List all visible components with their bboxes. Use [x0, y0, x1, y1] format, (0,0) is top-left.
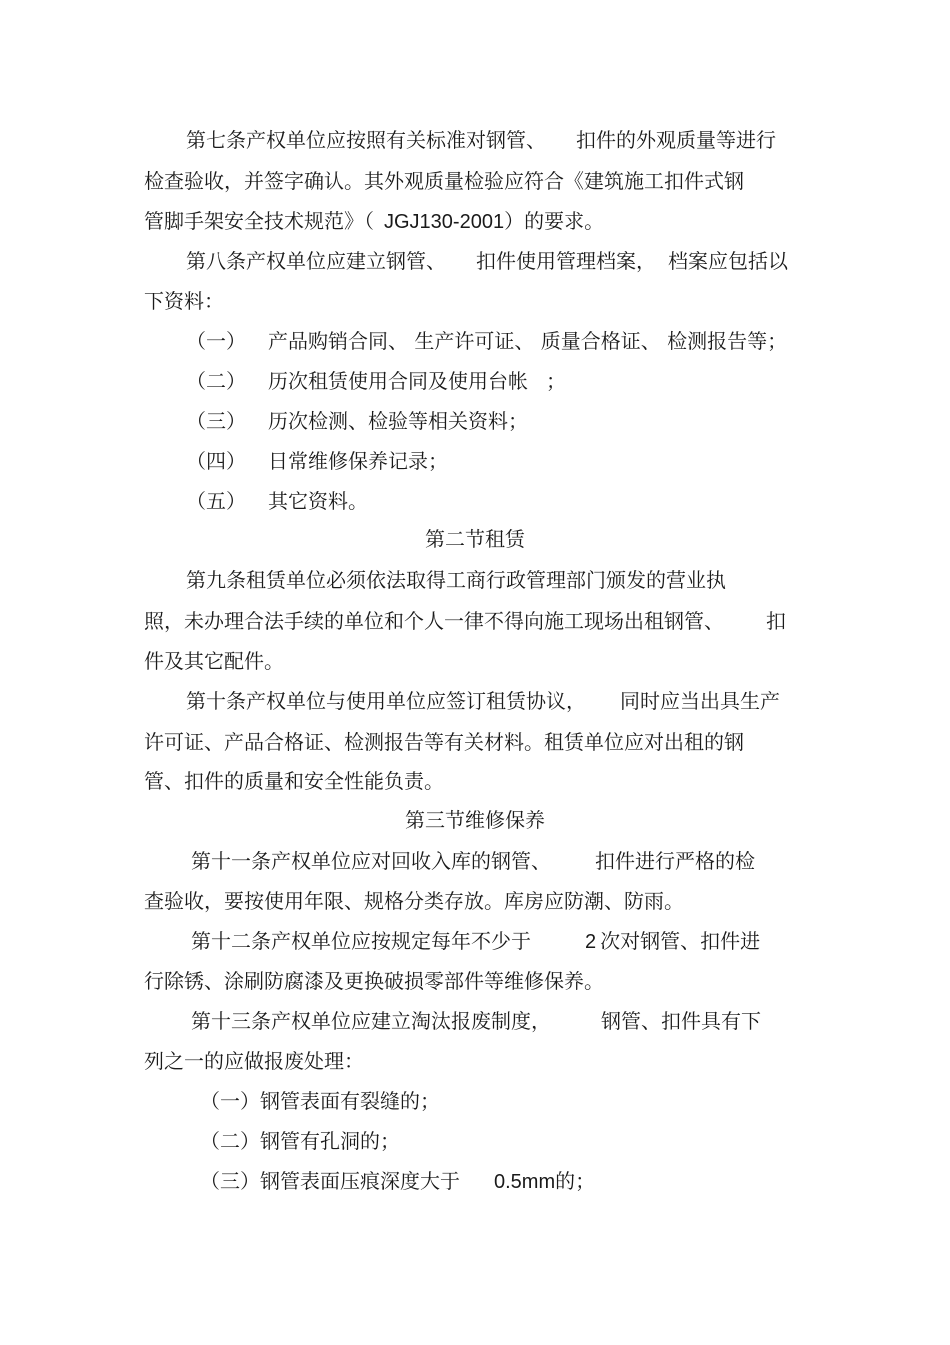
- article-10-line-2: [144, 729, 744, 755]
- article-13-line-2: [144, 1048, 364, 1074]
- article-9-text: 照，未办理合法手续的单位和个人一律不得向施工现场出租钢管、: [144, 609, 724, 633]
- article-7-text: 管脚手架安全技术规范》（: [144, 209, 374, 233]
- article-12-text: 行除锈、涂刷防腐漆及更换破损零部件等维修保养。: [144, 969, 604, 993]
- list-item: [186, 488, 368, 514]
- article-9-line-2: [144, 608, 786, 634]
- article-9-text: 第九条租赁单位必须依法取得工商行政管理部门颁发的营业执: [186, 568, 726, 592]
- article-11-text: 扣件进行严格的检: [595, 849, 755, 873]
- article-10-line-3: [144, 768, 444, 794]
- article-13-text: 第十三条产权单位应建立淘汰报废制度，: [191, 1009, 551, 1033]
- list-text: 历次检测、检验等相关资料；: [268, 409, 528, 433]
- article-10-text: 同时应当出具生产: [620, 689, 780, 713]
- article-13-line-1: [191, 1008, 761, 1034]
- article-7-text: ）的要求。: [504, 209, 605, 233]
- article-8-line-2: [144, 288, 224, 314]
- list-marker: （五）: [186, 489, 246, 513]
- article-8-text: 扣件使用管理档案，: [476, 249, 656, 273]
- article-8-line-1: [186, 248, 788, 274]
- list-item: [186, 328, 787, 354]
- article-7-line-1: [186, 127, 776, 153]
- article-13-text: 列之一的应做报废处理：: [144, 1049, 364, 1073]
- list-marker: （一）: [186, 329, 246, 353]
- section-heading: 第二节租赁: [425, 527, 525, 551]
- article-8-text: 第八条产权单位应建立钢管、: [186, 249, 446, 273]
- list-marker: （二）: [186, 369, 246, 393]
- article-11-line-1: [191, 848, 755, 874]
- article-8-text: 下资料：: [144, 289, 224, 313]
- list-item: [200, 1168, 595, 1195]
- article-12-text: 第十二条产权单位应按规定每年不少于: [191, 929, 531, 953]
- list-text: （二）钢管有孔洞的；: [200, 1129, 400, 1153]
- list-text-tail: 的；: [555, 1169, 596, 1193]
- list-text: 历次租赁使用合同及使用台帐: [268, 369, 528, 393]
- list-marker: （四）: [186, 449, 246, 473]
- article-7-text: 第七条产权单位应按照有关标准对钢管、: [186, 128, 546, 152]
- list-item: [200, 1088, 440, 1114]
- article-9-text: 扣: [766, 609, 786, 633]
- list-text: （一）钢管表面有裂缝的；: [200, 1089, 440, 1113]
- article-12-line-2: [144, 968, 604, 994]
- list-text: 其它资料。: [268, 489, 368, 513]
- list-item: [186, 408, 528, 434]
- article-9-text: 件及其它配件。: [144, 649, 284, 673]
- article-12-text: 次对钢管、扣件进: [600, 929, 761, 953]
- article-7-line-2: [144, 168, 744, 194]
- article-11-text: 查验收，要按使用年限、规格分类存放。库房应防潮、防雨。: [144, 889, 684, 913]
- article-9-line-3: [144, 648, 284, 674]
- section-heading: 第三节维修保养: [405, 808, 545, 832]
- list-item: [186, 448, 448, 474]
- article-7-text: 扣件的外观质量等进行: [576, 128, 776, 152]
- article-8-text: 档案应包括以: [668, 249, 788, 273]
- list-text: 日常维修保养记录；: [268, 449, 448, 473]
- article-11-line-2: [144, 888, 684, 914]
- article-9-line-1: [186, 567, 726, 593]
- article-7-text: 检查验收，并签字确认。其外观质量检验应符合《建筑施工扣件式钢: [144, 169, 744, 193]
- article-10-text: 许可证、产品合格证、检测报告等有关材料。租赁单位应对出租的钢: [144, 730, 744, 754]
- article-7-line-3: [144, 208, 604, 235]
- article-12-line-1: [191, 928, 760, 955]
- list-text: 产品购销合同、 生产许可证、 质量合格证、 检测报告等；: [268, 329, 788, 353]
- depth-value: 0.5mm: [494, 1171, 556, 1193]
- article-11-text: 第十一条产权单位应对回收入库的钢管、: [191, 849, 551, 873]
- list-item: [200, 1128, 400, 1154]
- article-13-text: 钢管、扣件具有下: [601, 1009, 761, 1033]
- list-item: [186, 368, 566, 394]
- article-10-line-1: [186, 688, 780, 714]
- article-10-text: 第十条产权单位与使用单位应签订租赁协议，: [186, 689, 586, 713]
- times-per-year-value: 2: [585, 931, 597, 953]
- article-10-text: 管、扣件的质量和安全性能负责。: [144, 769, 444, 793]
- list-marker: （三）: [186, 409, 246, 433]
- list-text: （三）钢管表面压痕深度大于: [200, 1169, 460, 1193]
- standard-code: JGJ130-2001: [384, 211, 505, 233]
- list-text-tail: ；: [546, 369, 566, 393]
